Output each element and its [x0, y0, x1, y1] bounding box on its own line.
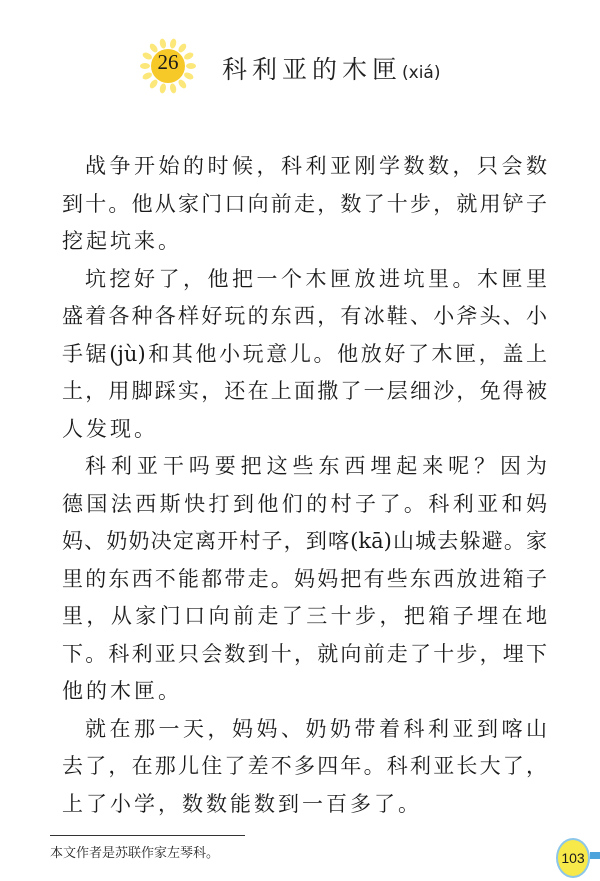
sun-ray: [159, 83, 167, 94]
title-text: 科利亚的木匣: [222, 55, 403, 84]
text-line: 战争开始的时候，科利亚刚学数数，只会数: [85, 154, 547, 178]
text-line: 土，用脚踩实，还在上面撒了一层细沙，免得被: [62, 379, 547, 403]
sun-ray: [169, 38, 177, 49]
text-line: 德国法西斯快打到他们的村子了。科利亚和妈: [62, 491, 547, 516]
text-line: 去了，在那儿住了差不多四年。科利亚长大了，: [62, 754, 547, 778]
sun-ray: [169, 83, 177, 94]
text-line: 他的木匣。: [62, 679, 182, 703]
lesson-body: [62, 148, 547, 823]
text-line: 下。科利亚只会数到十，就向前走了十步，埋下: [62, 641, 547, 666]
footnote-rule: [50, 835, 245, 836]
text-line: 上了小学，数数能数到一百多了。: [62, 791, 422, 816]
text-line: 就在那一天，妈妈、奶奶带着科利亚到喀山: [85, 716, 547, 741]
text-line: 妈、奶奶决定离开村子，到喀(kā)山城去躲避。家: [62, 529, 547, 553]
page-number: 103: [556, 838, 590, 878]
text-line: 人发现。: [62, 416, 158, 441]
lesson-number: 26: [157, 50, 179, 74]
text-line: 科利亚干吗要把这些东西埋起来呢？因为: [85, 454, 547, 478]
lesson-title: [222, 50, 440, 86]
text-line: 里，从家门口向前走了三十步，把箱子埋在地: [62, 604, 547, 628]
sun-ray: [159, 38, 167, 49]
sun-ray: [148, 78, 159, 90]
title-pinyin: (xiá): [402, 63, 441, 83]
text-line: 里的东西不能都带走。妈妈把有些东西放进箱子: [62, 566, 547, 591]
sun-ray: [177, 78, 188, 90]
text-line: 到十。他从家门口向前走，数了十步，就用铲子: [62, 191, 547, 216]
text-line: 盛着各种各样好玩的东西，有冰鞋、小斧头、小: [62, 304, 547, 328]
footnote: 本文作者是苏联作家左琴科。: [50, 846, 220, 861]
text-line: 挖起坑来。: [62, 229, 182, 253]
text-line: 坑挖好了，他把一个木匣放进坑里。木匣里: [85, 266, 547, 291]
text-line: 手锯(jù)和其他小玩意儿。他放好了木匣，盖上: [62, 341, 547, 366]
page-tab: [590, 852, 600, 859]
